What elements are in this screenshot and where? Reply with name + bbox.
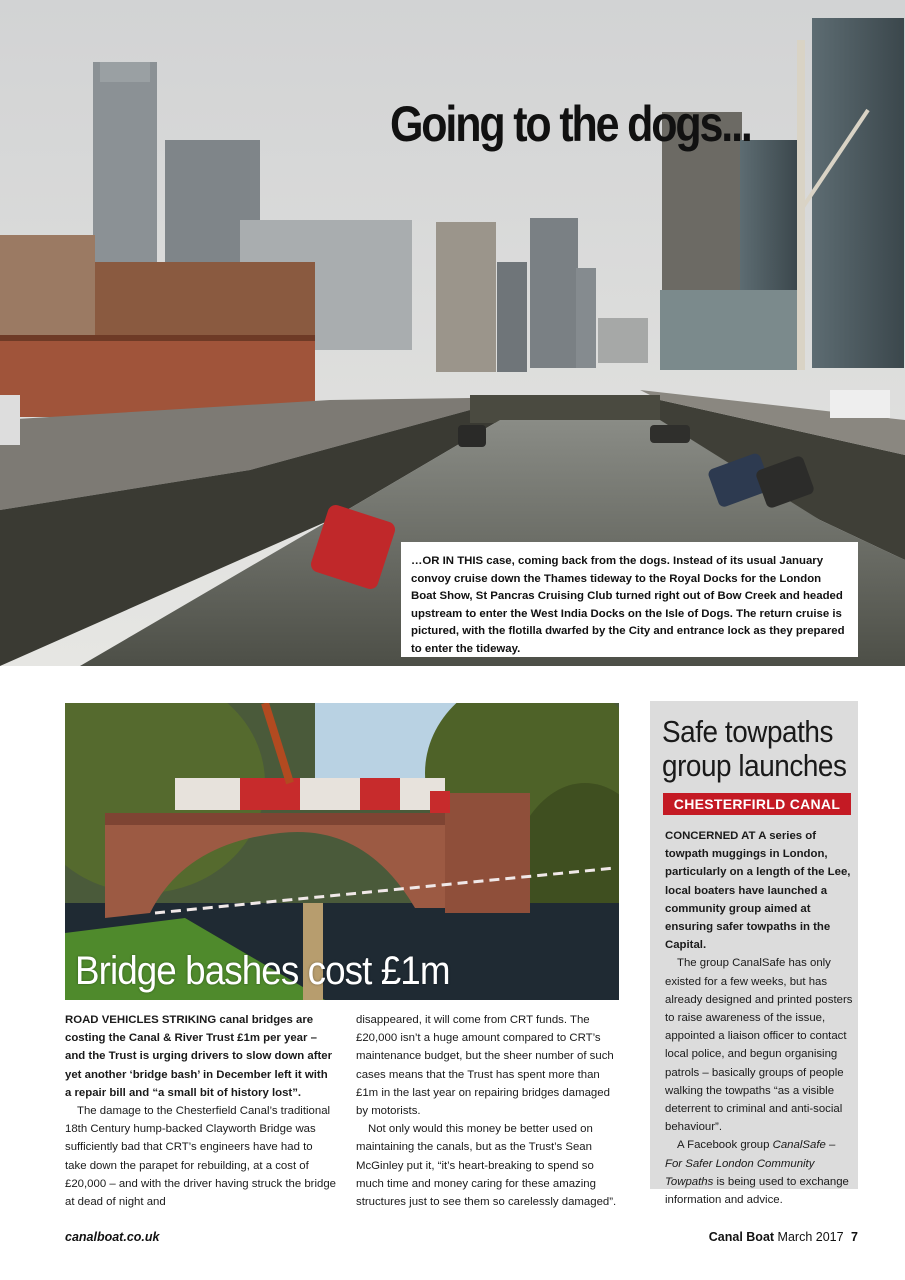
hero-caption-box xyxy=(401,542,858,657)
bridge-photo xyxy=(65,703,619,1000)
footer-folio xyxy=(709,1230,858,1244)
sidebar-paragraph-2-pre: A Facebook group xyxy=(677,1139,773,1152)
facebook-group-name: CanalSafe – For Safer London Community Towpaths xyxy=(665,1139,836,1188)
bridge-story-paragraph-1: The damage to the Chesterfield Canal’s traditional 18th Century hump-backed Clayworth Bridge was sufficiently bad that CRT’s engineers have had to take down the parapet for rebuilding, at a cost of £20,000 – and with the driver having struck the bridge at dead of night and xyxy=(65,1105,337,1209)
bridge-story-column-1 xyxy=(65,1011,337,1211)
sidebar-paragraph-2-post: is being used to exchange information and advice. xyxy=(665,1175,849,1207)
sidebar-paragraph-1: The group CanalSafe has only existed for a few weeks, but has already designed and printed posters to raise awareness of the issue, appointed a liaison officer to contact local police, and begun organising patrols – basically groups of people walking the towpaths “as a visible deterrent to criminal and anti-social behaviour”. xyxy=(665,957,853,1134)
sidebar-body xyxy=(665,827,855,1209)
bridge-story-lede: ROAD VEHICLES STRIKING canal bridges are costing the Canal & River Trust £1m per year – and the Trust is urging drivers to slow down after yet another ‘bridge bash’ in December left it with a repair bill and “a small bit of history lost”. xyxy=(65,1014,333,1099)
sidebar-paragraph-2 xyxy=(665,1136,855,1209)
hero-headline: Going to the dogs... xyxy=(390,96,751,152)
hero-caption-text: coming back from the dogs. Instead of its usual January convoy cruise down the Thames tideway to the Royal Docks for the London Boat Show, St Pancras Cruising Club turned right out of Bow Creek and headed upstream to enter the West India Docks on the Isle of Dogs. The return cruise is pictured, with the flotilla dwarfed by the City and entrance lock as they prepared to enter the tideway. xyxy=(411,555,845,655)
bridge-headline: Bridge bashes cost £1m xyxy=(75,949,450,993)
bridge-story-paragraph-2: disappeared, it will come from CRT funds. The £20,000 isn’t a huge amount compared to CRT’s maintenance budget, but the sheer number of such cases means that the Trust has spent more than £1m in the last year on repairing bridges damaged by motorists. xyxy=(356,1014,614,1118)
sidebar-lede: CONCERNED AT A series of towpath muggings in London, particularly on a length of the Lee, local boaters have launched a community group aimed at ensuring safer towpaths in the Capital. xyxy=(665,830,851,952)
footer-website: canalboat.co.uk xyxy=(65,1230,160,1244)
footer-issue: March 2017 xyxy=(777,1230,844,1244)
bridge-story-column-2 xyxy=(356,1011,621,1211)
safe-towpaths-sidebar xyxy=(650,701,858,1207)
hero-caption-lead: …OR IN THIS case, xyxy=(411,555,515,567)
sidebar-location-tag: CHESTERFIRLD CANAL xyxy=(663,793,851,815)
footer-magazine-name: Canal Boat xyxy=(708,1230,775,1244)
footer-page-number: 7 xyxy=(851,1230,858,1244)
sidebar-headline: Safe towpaths group launches xyxy=(662,714,847,783)
bridge-story-paragraph-3: Not only would this money be better used on maintaining the canals, but as the Trust’s Sean McGinley put it, “it’s heart-breaking to spend so much time and money caring for these amazing structures just to see them so carelessly damaged”. xyxy=(356,1123,617,1209)
